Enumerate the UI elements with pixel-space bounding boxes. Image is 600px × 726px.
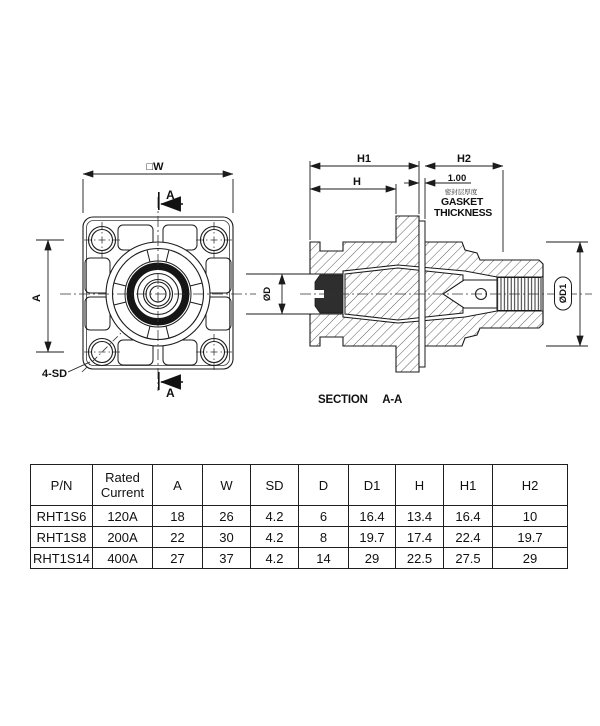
section-arrow-label-top: A bbox=[166, 188, 175, 202]
dim-label-w: □W bbox=[146, 161, 164, 173]
spec-cell: 18 bbox=[153, 506, 203, 527]
section-top-wall bbox=[310, 216, 543, 277]
spec-cell: 19.7 bbox=[349, 527, 396, 548]
dim-label-d1: ØD1 bbox=[558, 283, 569, 304]
section-view bbox=[300, 216, 592, 372]
spec-cell: 4.2 bbox=[251, 548, 299, 569]
col-header-h2: H2 bbox=[493, 465, 568, 506]
spec-cell: RHT1S14 bbox=[31, 548, 93, 569]
spec-cell: 17.4 bbox=[396, 527, 444, 548]
spec-cell: 22 bbox=[153, 527, 203, 548]
spec-cell: 13.4 bbox=[396, 506, 444, 527]
spec-table bbox=[30, 464, 568, 569]
spec-cell: 16.4 bbox=[349, 506, 396, 527]
spec-cell: 8 bbox=[299, 527, 349, 548]
col-header-sd: SD bbox=[251, 465, 299, 506]
col-header-a: A bbox=[153, 465, 203, 506]
dim-label-a: A bbox=[31, 294, 43, 302]
spec-cell: 400A bbox=[93, 548, 153, 569]
spec-cell: 27 bbox=[153, 548, 203, 569]
section-caption-word: SECTION bbox=[318, 394, 368, 406]
col-header-h1: H1 bbox=[444, 465, 493, 506]
dim-label-h1: H1 bbox=[356, 153, 372, 165]
col-header-d: D bbox=[299, 465, 349, 506]
spec-cell: 14 bbox=[299, 548, 349, 569]
spec-cell: 26 bbox=[203, 506, 251, 527]
spec-cell: 29 bbox=[349, 548, 396, 569]
spec-cell: 4.2 bbox=[251, 506, 299, 527]
dim-label-h: H bbox=[353, 176, 361, 188]
table-row bbox=[31, 527, 568, 548]
table-row bbox=[31, 506, 568, 527]
gasket-label-cn: 密封层厚度 bbox=[444, 189, 478, 196]
spec-cell: 27.5 bbox=[444, 548, 493, 569]
table-header-row bbox=[31, 465, 568, 506]
dim-label-4sd: 4-SD bbox=[42, 368, 68, 380]
col-header-rated-current: Rated Current bbox=[93, 465, 153, 506]
gasket-label-line1: GASKET bbox=[441, 196, 483, 208]
spec-cell: 200A bbox=[93, 527, 153, 548]
spec-cell: 4.2 bbox=[251, 527, 299, 548]
dim-label-gasket-value: 1.00 bbox=[447, 173, 467, 184]
spec-cell: 37 bbox=[203, 548, 251, 569]
col-header-w: W bbox=[203, 465, 251, 506]
dim-label-h2: H2 bbox=[456, 153, 472, 165]
gasket-label-line2: THICKNESS bbox=[434, 207, 492, 219]
col-header-d1: D1 bbox=[349, 465, 396, 506]
spec-cell: RHT1S6 bbox=[31, 506, 93, 527]
dim-label-d: ØD bbox=[262, 286, 273, 302]
col-header-pn: P/N bbox=[31, 465, 93, 506]
section-caption-ref: A-A bbox=[382, 394, 403, 406]
section-arrow-label-bottom: A bbox=[166, 386, 175, 400]
table-row bbox=[31, 548, 568, 569]
col-header-h: H bbox=[396, 465, 444, 506]
section-caption bbox=[318, 394, 402, 406]
spec-cell: 30 bbox=[203, 527, 251, 548]
spec-cell: 22.5 bbox=[396, 548, 444, 569]
spec-cell: 29 bbox=[493, 548, 568, 569]
spec-cell: RHT1S8 bbox=[31, 527, 93, 548]
spec-cell: 10 bbox=[493, 506, 568, 527]
section-bottom-wall bbox=[310, 311, 543, 372]
spec-cell: 6 bbox=[299, 506, 349, 527]
spec-cell: 16.4 bbox=[444, 506, 493, 527]
spec-cell: 19.7 bbox=[493, 527, 568, 548]
spec-cell: 120A bbox=[93, 506, 153, 527]
spec-cell: 22.4 bbox=[444, 527, 493, 548]
